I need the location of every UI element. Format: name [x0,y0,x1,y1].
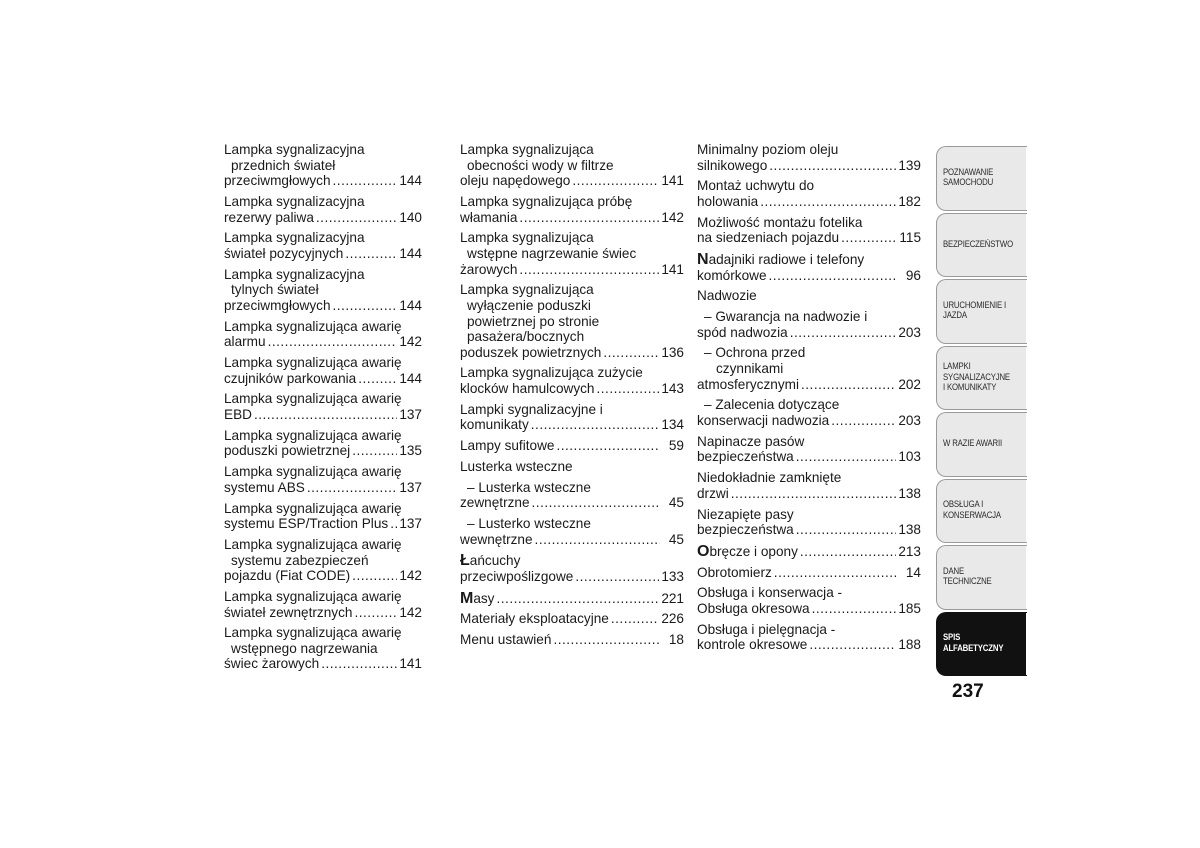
page-number: 237 [952,681,984,702]
index-entry [460,611,684,627]
entry-line: Możliwość montażu fotelika [697,214,863,230]
leader-dots [307,480,397,496]
leader-dots [268,334,398,350]
entry-line: Lampka sygnalizacyjna [224,142,365,157]
index-entry-row [697,413,921,429]
entry-line: Lampka sygnalizująca awarię [224,500,402,516]
entry-line: Napinacze pasów [697,433,805,449]
chapter-tab[interactable] [936,213,1027,278]
index-entry [460,230,684,277]
index-entry-row [697,449,921,465]
leader-dots [809,637,896,653]
index-entry [697,215,921,246]
page-ref: 144 [399,297,422,313]
entry-text: Materiały eksploatacyjne [460,611,609,627]
entry-text: świateł zewnętrznych [224,604,353,620]
page-ref: 137 [399,516,422,532]
entry-text: przeciwmgłowych [224,173,331,189]
entry-line: – Gwarancja na nadwozie i [704,309,868,325]
index-entry [460,402,684,433]
entry-text: poduszki powietrznej [224,443,351,459]
entry-text: rezerwy paliwa [224,209,314,225]
leader-dots [769,158,896,174]
leader-dots [774,565,897,581]
entry-text: poduszek powietrznych [460,344,602,360]
leader-dots [352,443,397,459]
index-entry [460,282,684,360]
index-entry-row [224,298,422,314]
page-ref: 142 [661,209,684,225]
page-ref: 185 [898,600,921,616]
entry-text: świec żarowych [224,656,320,672]
index-entry [460,459,684,475]
page-ref: 18 [668,632,684,648]
page-ref: 134 [661,417,684,433]
page-ref: 103 [898,449,921,465]
entry-line: wstępne nagrzewanie świec [467,245,637,261]
page-ref: 144 [399,173,422,189]
index-entry [697,252,921,283]
entry-text: żarowych [460,261,518,277]
leader-dots [841,230,897,246]
chapter-tab-label: W RAZIE AWARII [943,438,1003,449]
page-ref: 142 [399,568,422,584]
chapter-tab-label: LAMPKI SYGNALIZACYJNE I KOMUNIKATY [943,361,1010,393]
leader-dots [354,605,397,621]
index-entry [697,142,921,173]
page-ref: 226 [661,611,684,627]
index-entry [697,565,921,581]
index-entry-row [224,516,422,532]
entry-line: Lampka sygnalizująca awarię [224,427,402,443]
page-ref: 182 [898,193,921,209]
page-ref: 45 [668,531,684,547]
index-entry-row [697,565,921,581]
entry-line: tylnych świateł [231,282,319,298]
page-ref: 141 [399,656,422,672]
leader-dots [352,568,397,584]
leader-dots [611,611,659,627]
leader-dots [801,377,896,393]
page-ref: 144 [399,370,422,386]
leader-dots [796,522,897,538]
leader-dots [769,268,897,284]
entry-line: systemu zabezpieczeń [231,552,369,568]
index-entry-row [697,377,921,393]
index-entry-row [224,173,422,189]
chapter-tab-label: URUCHOMIENIE I JAZDA [943,299,1007,322]
letter-entry [460,591,494,606]
leader-dots [812,601,897,617]
entry-line: obecności wody w filtrze [467,157,614,173]
page-ref: 96 [905,267,921,283]
entry-line: czynnikami [716,361,784,377]
entry-line: Niedokładnie zamknięte [697,470,842,486]
index-entry-row [697,486,921,502]
index-entry [697,397,921,428]
index-entry-row [224,210,422,226]
index-entry-row [697,158,921,174]
index-entry [224,142,422,189]
page-ref: 142 [399,604,422,620]
chapter-tab-label: BEZPIECZEŃSTWO [943,238,1013,250]
index-heading: Nadwozie [697,288,757,304]
index-entry [224,464,422,495]
index-entry-row [697,194,921,210]
page-ref: 45 [668,495,684,511]
entry-line: Lampka sygnalizacyjna [224,230,365,246]
index-entry [224,319,422,350]
index-entry [224,355,422,386]
entry-line: – Zalecenia dotyczące [704,397,840,413]
index-entry [697,470,921,501]
entry-rest: ańcuchy [469,553,521,569]
entry-line: Minimalny poziom oleju [697,142,839,157]
page-ref: 137 [399,407,422,423]
leader-dots [333,298,398,314]
leader-dots [603,345,659,361]
entry-text: klocków hamulcowych [460,381,595,397]
chapter-tab[interactable] [936,612,1027,677]
entry-line: Montaż uchwytu do [697,178,815,194]
entry-line: Lampki sygnalizacyjne i [460,401,603,417]
index-entry [460,591,684,607]
index-entry-row [460,569,684,585]
entry-line: pasażera/bocznych [467,329,585,345]
index-entry-row [460,381,684,397]
page-ref: 59 [668,438,684,454]
page-ref: 135 [399,443,422,459]
chapter-tab[interactable] [936,412,1027,477]
chapter-tab-label: OBSŁUGA I KONSERWACJA [943,499,1001,521]
index-entry [224,625,422,672]
leader-dots [790,325,897,341]
entry-text: zewnętrzne [460,495,530,511]
index-entry-row [224,334,422,350]
index-entry [697,288,921,304]
page-ref: 14 [905,564,921,580]
index-entry [697,622,921,653]
letter-entry [460,553,520,568]
index-entry [224,267,422,314]
entry-text: spód nadwozia [697,324,788,340]
entry-line: – Ochrona przed [704,345,806,361]
leader-dots [760,194,896,210]
index-entry-row [224,656,422,672]
index-entry [697,178,921,209]
leader-dots [321,656,397,672]
chapter-tab[interactable] [936,479,1027,544]
leader-dots [572,173,659,189]
entry-line: Lampka sygnalizująca awarię [224,391,402,407]
index-entry [697,345,921,392]
page-ref: 140 [399,209,422,225]
entry-text: holowania [697,193,759,209]
index-heading: Lusterka wsteczne [460,459,573,474]
chapter-tab[interactable] [936,545,1027,610]
leader-dots [800,544,896,560]
leader-dots [796,449,897,465]
entry-line: Lampka sygnalizacyjna [224,266,365,282]
leader-dots [519,262,659,278]
entry-line: wstępnego nagrzewania [231,640,378,656]
leader-dots [519,210,659,226]
index-entry [460,516,684,547]
leader-dots [316,210,397,226]
entry-text: systemu ABS [224,479,305,495]
entry-line: Obsługa i konserwacja - [697,585,843,601]
leader-dots [831,413,896,429]
index-column-1 [224,142,422,677]
index-entry [697,507,921,538]
index-entry-row [224,443,422,459]
index-column-2 [460,142,684,653]
entry-text: Lampy sufitowe [460,438,555,454]
index-entry [460,438,684,454]
index-entry [460,365,684,396]
index-entry-row [697,325,921,341]
page-ref: 137 [399,479,422,495]
page-ref: 115 [899,230,921,246]
entry-line: Obsługa i pielęgnacja - [697,621,836,637]
entry-text: EBD [224,407,252,423]
page-ref: 221 [661,590,684,606]
page-ref: 141 [661,261,684,277]
index-entry-row [224,371,422,387]
index-entry-row [460,173,684,189]
index-entry-row [460,262,684,278]
page-ref: 188 [898,637,921,653]
entry-rest: bręcze i opony [709,543,798,559]
leader-dots [553,632,660,648]
leader-dots [575,569,659,585]
leader-dots [254,407,397,423]
index-entry [460,194,684,225]
leader-dots [532,495,660,511]
entry-line: przednich świateł [231,157,336,173]
entry-text: bezpieczeństwa [697,449,794,465]
index-entry-row [697,522,921,538]
entry-line: Lampka sygnalizująca awarię [224,625,402,641]
entry-text: Obrotomierz [697,564,772,580]
index-entry-row [460,495,684,511]
leader-dots [731,486,897,502]
page-ref: 203 [898,413,921,429]
entry-line: Lampka sygnalizująca awarię [224,355,402,371]
entry-line: Lampka sygnalizująca awarię [224,536,402,552]
entry-line: Niezapięte pasy [697,506,794,522]
page-ref: 143 [661,381,684,397]
index-entry [224,194,422,225]
entry-rest: adajniki radiowe i telefony [708,251,865,267]
entry-text: na siedzeniach pojazdu [697,230,840,246]
initial-letter: N [697,250,709,268]
index-entry-row [460,417,684,433]
index-entry-row [460,438,684,454]
entry-text: przeciwpoślizgowe [460,568,574,584]
entry-text: Obsługa okresowa [697,600,810,616]
page-ref: 138 [898,522,921,538]
chapter-tab-label: POZNAWANIE SAMOCHODU [943,166,994,189]
index-entry-row [697,601,921,617]
index-entry-row [224,605,422,621]
page-ref: 202 [898,376,921,392]
index-entry [224,428,422,459]
index-entry-row [460,632,684,648]
entry-line: – Lusterko wsteczne [467,516,591,532]
entry-text: bezpieczeństwa [697,522,794,538]
entry-text: czujników parkowania [224,370,357,386]
index-entry-row [224,246,422,262]
entry-line: Lampka sygnalizacyjna [224,193,365,209]
leader-dots [531,417,660,433]
index-entry [697,544,921,560]
page-ref: 139 [898,157,921,173]
index-entry [697,309,921,340]
entry-text: pojazdu (Fiat CODE) [224,568,351,584]
index-entry [224,589,422,620]
entry-line: wyłączenie poduszki [467,297,591,313]
entry-line: Lampka sygnalizująca [460,142,594,157]
entry-line [697,252,921,268]
entry-line [460,553,684,569]
leader-dots [345,246,397,262]
index-entry-row [224,568,422,584]
index-entry [224,230,422,261]
leader-dots [596,381,659,397]
index-entry-row [460,532,684,548]
page-ref: 141 [661,173,684,189]
letter-entry [697,252,864,267]
entry-text: atmosferycznymi [697,376,799,392]
leader-dots [333,173,398,189]
entry-text: alarmu [224,334,266,350]
index-entry-row [697,230,921,246]
entry-text: włamania [460,209,518,225]
chapter-tab[interactable] [936,346,1027,411]
page-ref: 144 [399,245,422,261]
initial-letter: Ł [460,552,470,570]
index-entry [697,434,921,465]
chapter-tab-label: SPIS ALFABETYCZNY [943,632,1004,654]
index-entry-row [460,611,684,627]
index-entry-row [460,210,684,226]
leader-dots [496,591,659,607]
entry-line: Lampka sygnalizująca awarię [224,588,402,604]
leader-dots [556,438,660,454]
entry-line: Lampka sygnalizująca awarię [224,318,402,334]
entry-line: Lampka sygnalizująca próbę [460,193,633,209]
index-entry-row [224,480,422,496]
index-entry [460,480,684,511]
index-entry [224,501,422,532]
chapter-tab-label: DANE TECHNICZNE [943,565,992,588]
entry-text: oleju napędowego [460,173,571,189]
page-ref: 213 [898,543,921,559]
entry-text: kontrole okresowe [697,637,808,653]
entry-line: powietrznej po stronie [467,313,600,329]
index-entry [224,537,422,584]
entry-rest: asy [473,590,495,606]
page-ref: 133 [661,568,684,584]
index-entry [460,553,684,584]
index-entry-row [697,544,921,560]
index-entry [224,391,422,422]
index-column-3 [697,142,921,658]
page-ref: 142 [399,334,422,350]
index-entry [460,632,684,648]
entry-line: – Lusterka wsteczne [467,479,591,495]
entry-text: drzwi [697,485,729,501]
initial-letter: O [697,542,710,560]
chapter-tabs [936,146,1027,678]
leader-dots [358,371,397,387]
entry-text: silnikowego [697,157,768,173]
index-entry-row [224,407,422,423]
page-ref: 203 [898,324,921,340]
index-entry [697,585,921,616]
entry-text: przeciwmgłowych [224,297,331,313]
index-entry-row [460,591,684,607]
leader-dots [390,516,397,532]
entry-text: systemu ESP/Traction Plus [224,516,389,532]
entry-text: Menu ustawień [460,632,552,648]
entry-line: Lampka sygnalizująca [460,230,594,246]
entry-text: konserwacji nadwozia [697,413,830,429]
index-entry [460,142,684,189]
page-ref: 136 [661,344,684,360]
entry-text: świateł pozycyjnych [224,245,344,261]
entry-line: Lampka sygnalizująca zużycie [460,365,643,381]
entry-line: Lampka sygnalizująca [460,282,594,298]
letter-entry [697,544,798,559]
index-entry-row [460,345,684,361]
page-ref: 138 [898,485,921,501]
entry-text [697,544,798,560]
leader-dots [535,532,660,548]
entry-text: komórkowe [697,267,767,283]
chapter-tab[interactable] [936,146,1027,211]
entry-text: komunikaty [460,417,529,433]
entry-text [460,591,494,607]
index-entry-row [697,637,921,653]
initial-letter: M [460,589,474,607]
entry-line: Lampka sygnalizująca awarię [224,464,402,480]
chapter-tab[interactable] [936,279,1027,344]
index-entry-row [697,268,921,284]
entry-text: wewnętrzne [460,531,533,547]
